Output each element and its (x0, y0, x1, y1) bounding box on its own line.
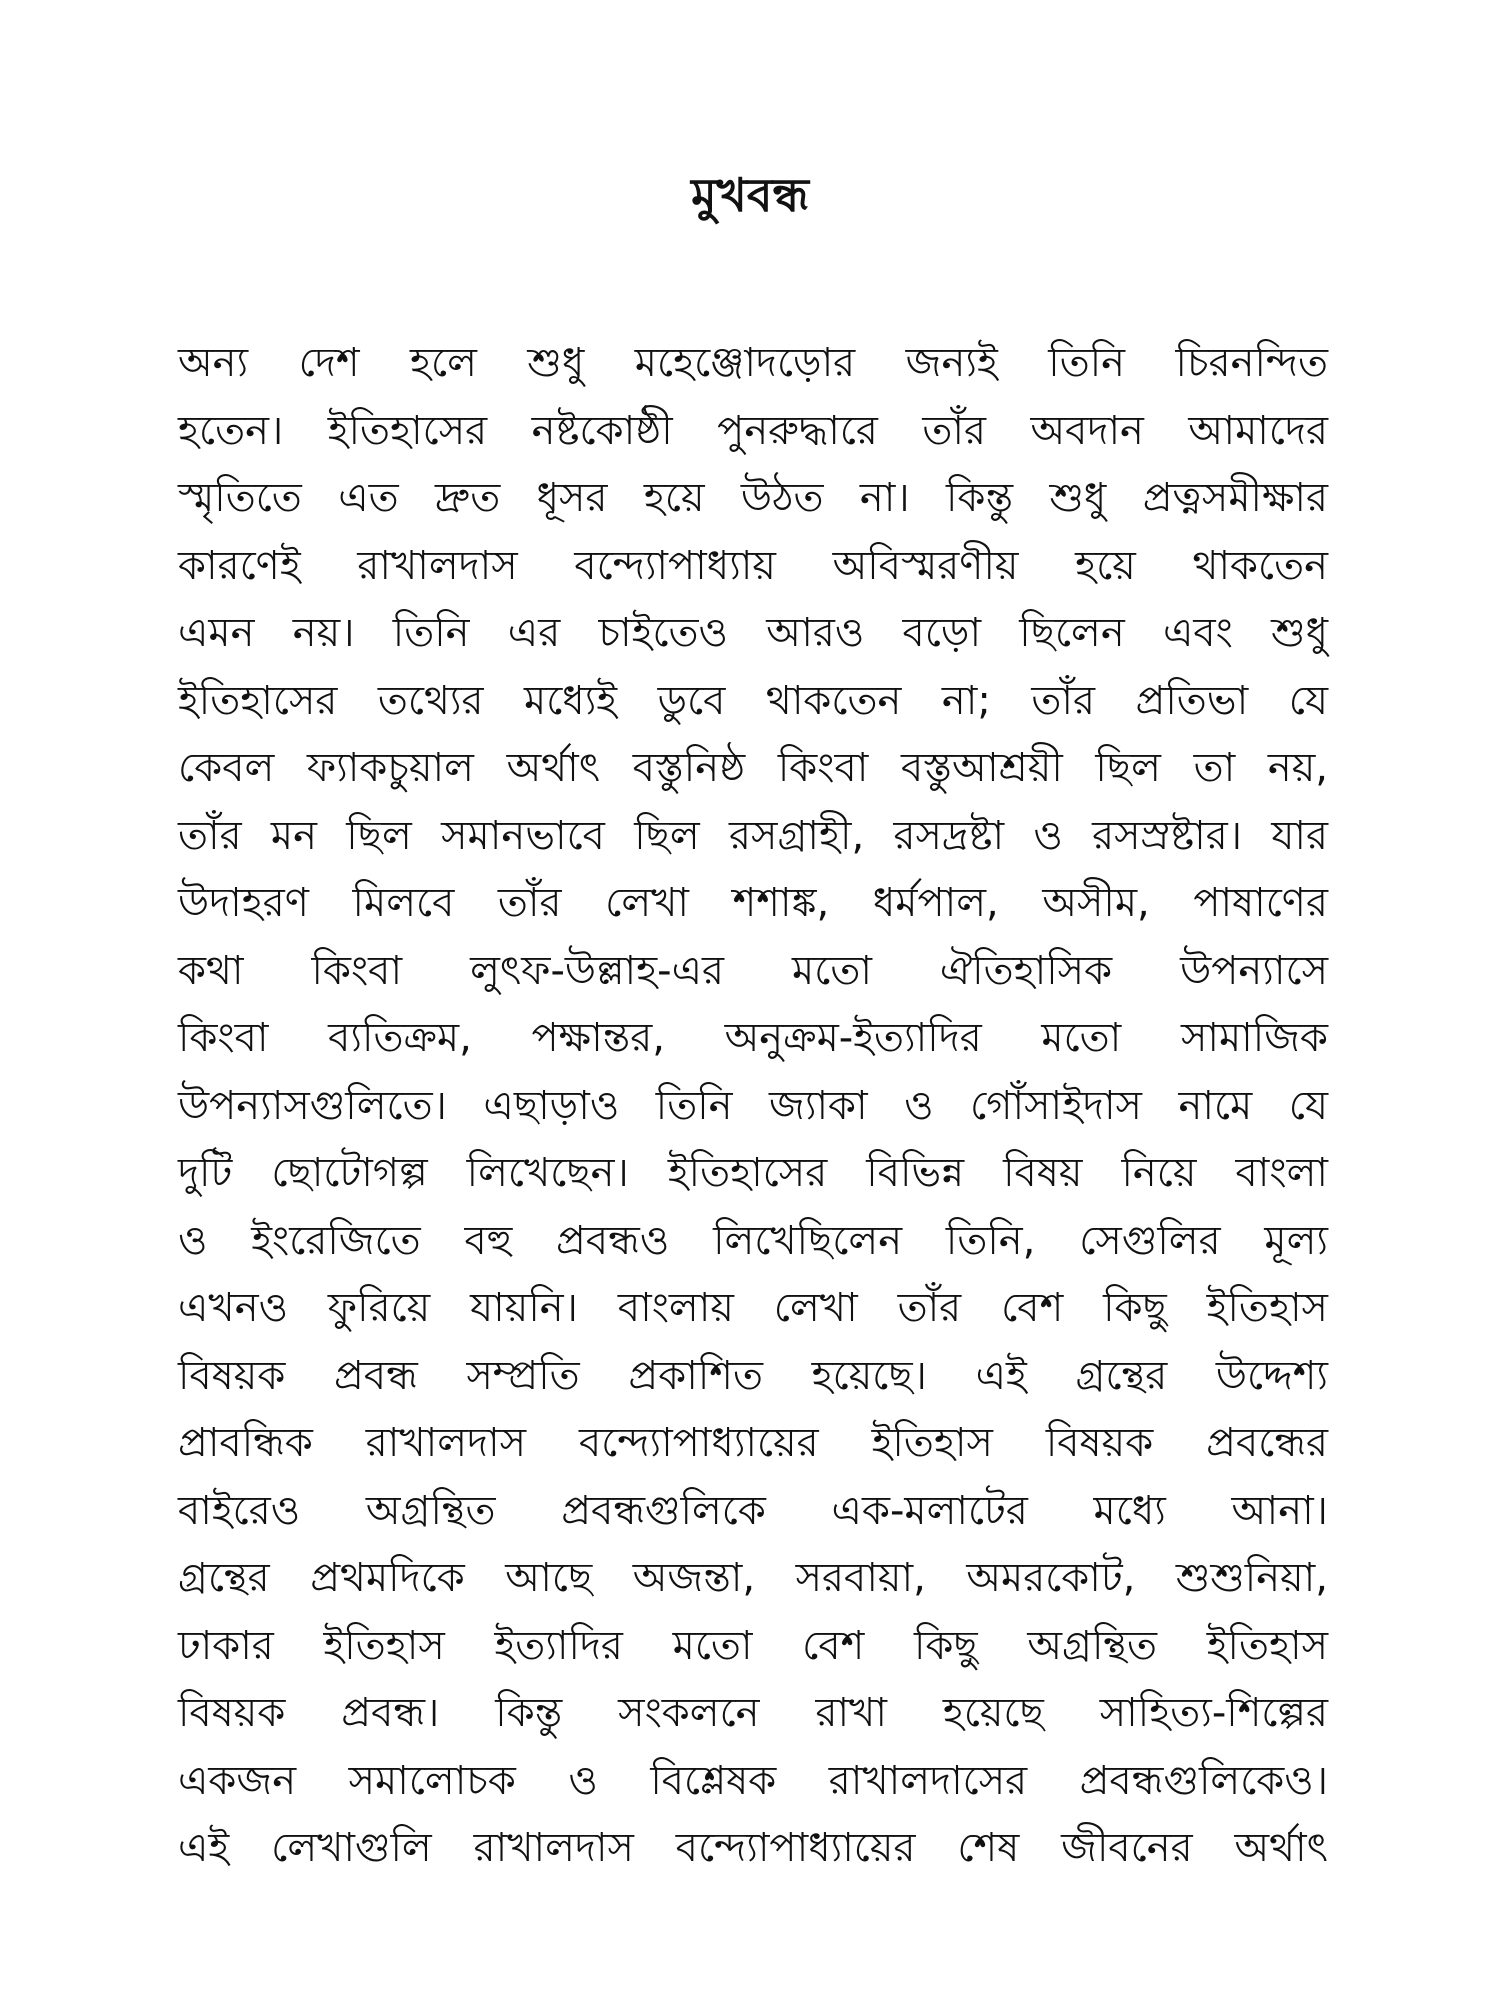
text-line: স্মৃতিতে এত দ্রুত ধূসর হয়ে উঠত না। কিন্তু শুধু প্রত্নসমীক্ষার (178, 475, 1328, 521)
text-line: অন্য দেশ হলে শুধু মহেঞ্জোদড়োর জন্যই তিনি চিরনন্দিত (178, 340, 1328, 386)
text-line: কেবল ফ্যাকচুয়াল অর্থাৎ বস্তুনিষ্ঠ কিংবা বস্তুআশ্রয়ী ছিল তা নয়, (178, 745, 1328, 791)
text-line: কারণেই রাখালদাস বন্দ্যোপাধ্যায় অবিস্মরণীয় হয়ে থাকতেন (178, 542, 1328, 589)
text-line: বিষয়ক প্রবন্ধ সম্প্রতি প্রকাশিত হয়েছে। এই গ্রন্থের উদ্দেশ্য (178, 1352, 1328, 1399)
text-line: প্রাবন্ধিক রাখালদাস বন্দ্যোপাধ্যায়ের ইতিহাস বিষয়ক প্রবন্ধের (178, 1420, 1328, 1466)
text-line: বিষয়ক প্রবন্ধ। কিন্তু সংকলনে রাখা হয়েছে সাহিত্য-শিল্পের (178, 1690, 1328, 1736)
text-line: কথা কিংবা লুৎফ-উল্লাহ-এর মতো ঐতিহাসিক উপন্যাসে (178, 947, 1328, 994)
text-line: হতেন। ইতিহাসের নষ্টকোষ্ঠী পুনরুদ্ধারে তাঁর অবদান আমাদের (178, 407, 1328, 454)
text-line: কিংবা ব্যতিক্রম, পক্ষান্তর, অনুক্রম-ইত্যাদির মতো সামাজিক (178, 1015, 1328, 1061)
text-line: উপন্যাসগুলিতে। এছাড়াও তিনি জ্যাকা ও গোঁসাইদাস নামে যে (178, 1082, 1328, 1129)
text-line: বাইরেও অগ্রন্থিত প্রবন্ধগুলিকে এক-মলাটের মধ্যে আনা। (178, 1487, 1328, 1534)
text-line: দুটি ছোটোগল্প লিখেছেন। ইতিহাসের বিভিন্ন বিষয় নিয়ে বাংলা (178, 1150, 1328, 1196)
text-line: উদাহরণ মিলবে তাঁর লেখা শশাঙ্ক, ধর্মপাল, অসীম, পাষাণের (178, 880, 1328, 926)
text-line: ইতিহাসের তথ্যের মধ্যেই ডুবে থাকতেন না; তাঁর প্রতিভা যে (178, 677, 1328, 724)
text-line: এমন নয়। তিনি এর চাইতেও আরও বড়ো ছিলেন এবং শুধু (178, 610, 1328, 656)
text-line: ও ইংরেজিতে বহু প্রবন্ধও লিখেছিলেন তিনি, সেগুলির মূল্য (178, 1217, 1328, 1264)
text-line: ঢাকার ইতিহাস ইত্যাদির মতো বেশ কিছু অগ্রন্থিত ইতিহাস (178, 1622, 1328, 1669)
page-title: মুখবন্ধ (691, 168, 809, 222)
body-text (178, 330, 1328, 1883)
text-line: এই লেখাগুলি রাখালদাস বন্দ্যোপাধ্যায়ের শেষ জীবনের অর্থাৎ (178, 1825, 1328, 1871)
text-line: এখনও ফুরিয়ে যায়নি। বাংলায় লেখা তাঁর বেশ কিছু ইতিহাস (178, 1285, 1328, 1331)
text-line: গ্রন্থের প্রথমদিকে আছে অজন্তা, সরবায়া, অমরকোট, শুশুনিয়া, (178, 1555, 1328, 1601)
text-line: তাঁর মন ছিল সমানভাবে ছিল রসগ্রাহী, রসদ্রষ্টা ও রসস্রষ্টার। যার (178, 812, 1328, 859)
text-line: একজন সমালোচক ও বিশ্লেষক রাখালদাসের প্রবন্ধগুলিকেও। (178, 1757, 1328, 1804)
